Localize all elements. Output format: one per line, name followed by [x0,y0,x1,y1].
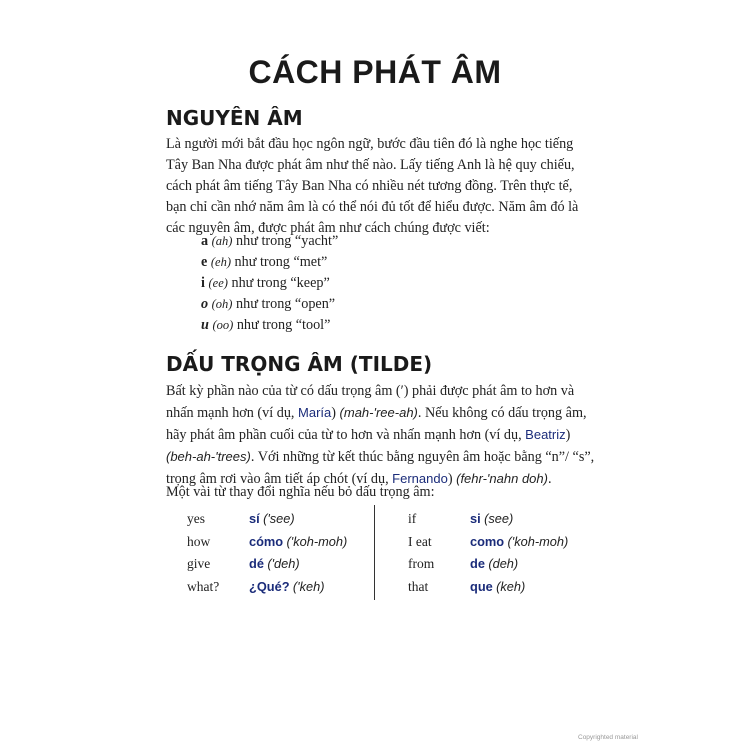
table-divider [374,505,375,600]
pronunciation: (fehr-'nahn doh) [456,471,548,486]
example-word: María [298,405,332,420]
table-row: if si (see) [408,511,514,526]
vowel-item-a: a (ah) như trong “yacht” [201,233,339,249]
table-row: what? ¿Qué? ('keh) [187,578,325,594]
stress-heading: DẤU TRỌNG ÂM (TILDE) [166,352,433,376]
example-word: Fernando [392,471,448,486]
pronunciation: (mah-'ree-ah) [339,405,418,420]
table-row: give dé ('deh) [187,556,300,571]
page-title: CÁCH PHÁT ÂM [248,54,502,90]
example-word: Beatriz [525,427,566,442]
copyright-notice: Copyrighted material [578,734,638,741]
vowels-heading: NGUYÊN ÂM [166,106,303,130]
table-row: I eat como ('koh-moh) [408,533,569,549]
vowel-item-u: u (oo) như trong “tool” [201,317,331,333]
word-table-right [408,508,568,598]
table-row: yes sí ('see) [187,511,295,526]
word-table-intro: Một vài từ thay đổi nghĩa nếu bỏ dấu trọng âm: [166,484,435,500]
stress-paragraph: Bất kỳ phần nào của từ có dấu trọng âm (ʹ) phải được phát âm to hơn và nhấn mạnh hơn (ví dụ, María) (mah-'ree-ah). Nếu không có dấu trọng âm, hãy phát âm phần cuối của từ to hơn và nhấn mạnh hơn (ví dụ, Beatriz) (beh-ah-'trees). Với những từ kết thúc bằng nguyên âm hoặc bằng “n”/ “s”, trọng âm rơi vào âm tiết áp chót (ví dụ, Fernando) (fehr-'nahn doh). [166,383,595,487]
pronunciation: (beh-ah-'trees) [166,449,251,464]
table-row: from de (deh) [408,556,519,571]
vowel-list [201,231,338,336]
vowel-item-o: o (oh) như trong “open” [201,296,336,312]
table-row: that que (keh) [408,578,526,594]
word-table-left [187,508,347,598]
vowel-item-i: i (ee) như trong “keep” [201,275,330,291]
vowel-item-e: e (eh) như trong “met” [201,254,328,270]
vowels-paragraph: Là người mới bắt đầu học ngôn ngữ, bước đầu tiên đó là nghe học tiếng Tây Ban Nha được phát âm như thế nào. Lấy tiếng Anh là hệ quy chiếu, cách phát âm tiếng Tây Ban Nha có nhiều nét tương đồng. Trên thực tế, bạn chỉ cần nhớ năm âm là có thể nói đủ tốt để hiểu được. Năm âm đó là các nguyên âm, được phát âm như cách chúng được viết: [166,136,579,236]
table-row: how cómo ('koh-moh) [187,533,348,549]
